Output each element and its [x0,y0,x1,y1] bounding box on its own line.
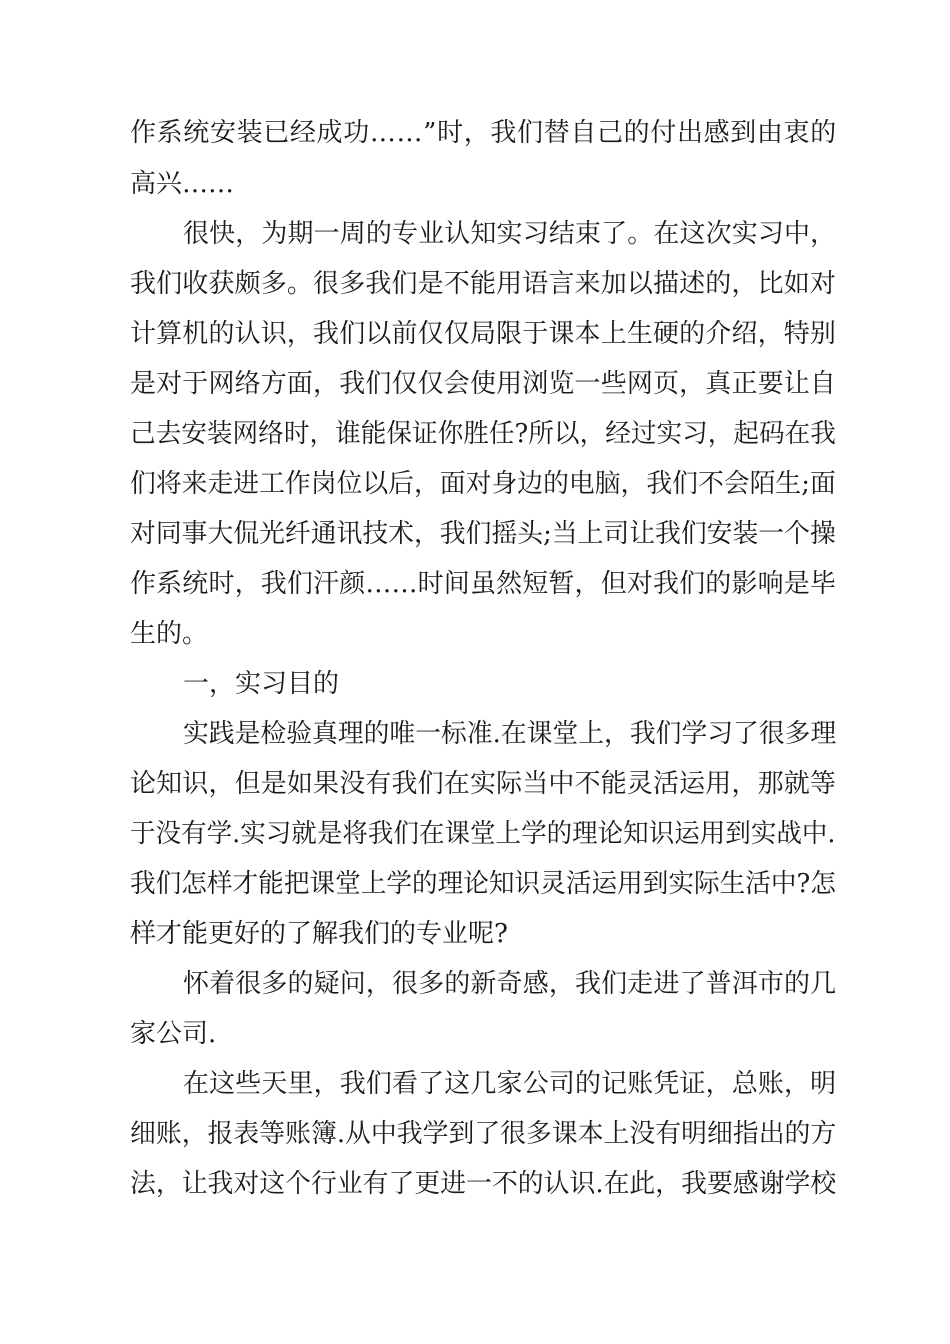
text-line: 我们收获颇多。很多我们是不能用语言来加以描述的，比如对 [130,269,837,299]
text-line: 细账，报表等账簿.从中我学到了很多课本上没有明细指出的方 [130,1119,837,1149]
text-line: 们将来走进工作岗位以后，面对身边的电脑，我们不会陌生;面 [130,469,836,499]
text-line: 论知识，但是如果没有我们在实际当中不能灵活运用，那就等 [130,769,837,799]
text-line: 作系统时，我们汗颜……时间虽然短暂，但对我们的影响是毕 [130,569,837,599]
section-heading: 一，实习目的 [183,669,340,699]
text-line: 作系统安装已经成功……”时，我们替自己的付出感到由衷的 [130,118,837,148]
text-line: 对同事大侃光纤通讯技术，我们摇头;当上司让我们安装一个操 [130,519,836,549]
text-line: 生的。 [130,619,209,649]
paragraph-first-line: 在这些天里，我们看了这几家公司的记账凭证，总账，明 [183,1069,837,1099]
text-line: 己去安装网络时，谁能保证你胜任?所以，经过实习，起码在我 [130,419,836,449]
text-line: 于没有学.实习就是将我们在课堂上学的理论知识运用到实战中. [130,819,836,849]
text-line: 法，让我对这个行业有了更进一不的认识.在此，我要感谢学校 [130,1169,837,1199]
text-line: 样才能更好的了解我们的专业呢? [130,919,508,949]
text-line: 高兴…… [130,169,235,199]
paragraph-first-line: 实践是检验真理的唯一标准.在课堂上，我们学习了很多理 [183,719,837,749]
text-line: 是对于网络方面，我们仅仅会使用浏览一些网页，真正要让自 [130,369,837,399]
text-line: 家公司. [130,1019,217,1049]
text-line: 计算机的认识，我们以前仅仅局限于课本上生硬的介绍，特别 [130,319,837,349]
text-line: 我们怎样才能把课堂上学的理论知识灵活运用到实际生活中?怎 [130,869,836,899]
paragraph-first-line: 怀着很多的疑问，很多的新奇感，我们走进了普洱市的几 [183,969,837,999]
paragraph-first-line: 很快，为期一周的专业认知实习结束了。在这次实习中， [183,219,837,249]
